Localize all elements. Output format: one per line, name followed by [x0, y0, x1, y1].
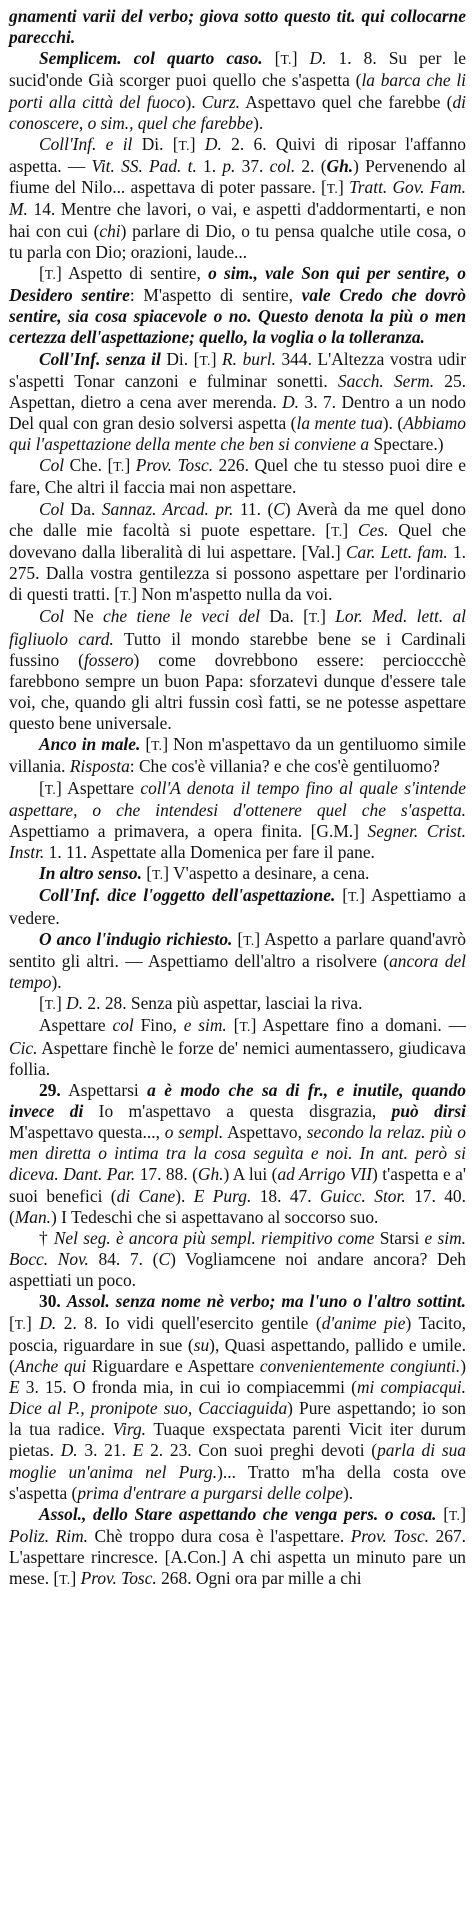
text-run: Aspettiamo a primavera, a opera finita. [G.M.]: [9, 820, 368, 841]
text-run: ]: [124, 455, 136, 476]
source-tag: T.: [44, 781, 57, 797]
text-run: Coll'Inf. senza il: [39, 348, 161, 369]
text-run: ) parlare di Dio, o tu pensa qualche utile cosa, o tu parla con Dio; orazioni, laude...: [9, 220, 466, 262]
text-run: 268. Ogni ora par mille a chi: [156, 1568, 362, 1589]
text-run: Anche qui: [14, 1355, 87, 1376]
text-run: ).: [343, 1482, 354, 1503]
text-run: ]: [338, 177, 350, 198]
text-run: ).: [175, 1185, 194, 1206]
text-run: gnamenti varii del verbo; giova sotto questo tit. qui collocarne parecchi.: [9, 6, 466, 48]
text-run: mi compiacqui. Dice al P., pronipote suo, Cacciaguida: [9, 1377, 466, 1419]
text-run: 2. (: [295, 156, 327, 177]
text-run: parla di sua moglie un'anima nel Purg.: [9, 1440, 467, 1482]
text-run: Cic.: [9, 1037, 38, 1058]
text-run: D.: [66, 993, 84, 1014]
text-run: ,: [78, 112, 88, 133]
text-run: Tutto il mondo starebbe bene se i Cardinali fussino (: [9, 628, 466, 670]
text-run: Da. [: [259, 606, 309, 627]
source-tag: T.: [44, 266, 57, 282]
text-run: Quel che dovevano dalla liberalità di lui aspettare. [Val.]: [9, 519, 466, 562]
text-run: E: [132, 1440, 144, 1461]
text-run: e sim.: [424, 1227, 467, 1248]
text-run: Tuaque exspectata parenti Vicit iter durum pietas.: [9, 1419, 466, 1461]
text-run: ]: [210, 348, 223, 369]
text-run: ] V'aspetto a desinare, a cena.: [163, 863, 370, 884]
text-run: 2. 6. Quivi di riposar l'affanno aspetta. —: [9, 133, 467, 177]
text-run: 3. 21.: [77, 1440, 133, 1461]
source-tag: T.: [59, 1572, 71, 1588]
entry-paragraph: [9, 993, 466, 1015]
text-run: Di. [: [132, 133, 179, 154]
text-run: ] Non m'aspetto nulla da voi.: [131, 584, 333, 605]
text-run: 11. (: [233, 498, 274, 519]
text-run: ).: [253, 112, 264, 133]
text-run: Sannaz. Arcad. pr.: [101, 498, 234, 519]
text-run: D.: [282, 391, 300, 412]
text-run: Virg.: [112, 1419, 146, 1440]
entry-paragraph: [9, 885, 466, 928]
text-run: 2. 28. Senza più aspettar, lasciai la riva.: [83, 993, 363, 1014]
entry-paragraph: [9, 778, 466, 864]
text-run: ] Non m'aspettavo da un gentiluomo simile villania.: [9, 734, 466, 777]
text-run: 1. 275. Dalla vostra gentilezza si possono aspettare per l'ordinario di questi tratti. [: [9, 541, 467, 605]
text-run: Col: [39, 606, 65, 627]
text-run: ]: [320, 606, 336, 627]
text-run: In altro senso.: [39, 863, 142, 884]
text-run: Di. [: [160, 348, 200, 369]
text-run: C: [158, 1249, 171, 1270]
text-run: 267. L'aspettare rincresce. [A.Con.] A chi aspetta un minuto pare un mese. [: [9, 1526, 466, 1589]
text-run: la barca che li porti alla città del fuoco: [9, 70, 466, 112]
text-run: ]: [189, 133, 205, 154]
text-run: ). (: [382, 412, 404, 433]
entry-paragraph: [9, 263, 466, 349]
text-run: Ne: [64, 606, 104, 627]
text-run: [: [226, 1015, 240, 1036]
text-run: Assol., dello Stare aspettando che venga pers. o cosa.: [39, 1503, 437, 1524]
text-run: Bocc. Nov.: [9, 1249, 89, 1270]
text-run: o sim., quel che farebbe: [87, 112, 254, 133]
text-run: ] Aspettiamo a vedere.: [9, 885, 466, 928]
text-run: ) Pure aspettando; io son la tua radice.: [9, 1398, 466, 1440]
text-run: ).: [185, 91, 202, 112]
source-tag: T.: [348, 889, 360, 905]
entry-paragraph: [9, 134, 466, 263]
text-run: Chè troppo dura cosa è l'aspettare.: [87, 1526, 351, 1547]
source-tag: T.: [239, 1019, 251, 1035]
text-run: 17. 88. (: [135, 1164, 198, 1185]
text-run: [: [39, 262, 45, 283]
text-run: Nel seg. è ancora più sempl. riempitivo come: [53, 1227, 375, 1248]
source-tag: T.: [449, 1507, 461, 1523]
text-run: [: [436, 1503, 449, 1524]
text-run: M'aspettavo questa...,: [9, 1122, 165, 1143]
text-run: 2. 23. Con suoi preghi devoti (: [143, 1440, 378, 1461]
text-run: 84. 7. (: [88, 1249, 159, 1270]
text-run: D.: [39, 1312, 57, 1333]
text-run: ] Aspetto a parlare quand'avrò sentito gli altri. — Aspettiamo dell'altro a risolvere (: [9, 928, 466, 971]
entry-paragraph: [9, 6, 466, 48]
text-run: [: [335, 885, 349, 906]
text-run: 37.: [235, 156, 270, 177]
text-run: ]: [460, 1503, 467, 1524]
text-run: Che. [: [64, 455, 114, 476]
text-run: Col: [39, 455, 65, 476]
text-run: ) Averà da me quel dono che dalle mie facoltà si puote espettare. [: [9, 498, 466, 540]
source-tag: T.: [243, 932, 255, 948]
source-tag: T.: [44, 997, 57, 1013]
text-run: Prov. Tosc.: [135, 455, 214, 476]
text-run: o sempl.: [164, 1122, 224, 1143]
text-run: 2. 8. Io vidi quell'esercito gentile (: [56, 1312, 322, 1333]
text-run: Lor. Med. lett. al figliuolo card.: [9, 606, 467, 649]
text-run: può dirsi: [391, 1100, 466, 1121]
text-run: chi: [99, 220, 121, 241]
source-tag: T.: [326, 181, 339, 197]
text-run: col: [112, 1015, 134, 1036]
text-run: Starsi: [374, 1227, 425, 1248]
text-run: Coll'Inf. e il: [39, 133, 133, 154]
text-run: convenientemente congiunti.: [259, 1355, 461, 1376]
text-run: Prov. Tosc.: [80, 1568, 157, 1589]
text-run: : M'aspetto di sentire,: [129, 285, 302, 306]
text-run: [: [140, 734, 152, 755]
text-run: Prov. Tosc.: [350, 1526, 430, 1547]
entry-paragraph: [9, 929, 466, 993]
text-run: Fino,: [133, 1015, 184, 1036]
text-run: Tratt. Gov. Fam. M.: [9, 177, 467, 220]
text-run: 29.: [39, 1079, 61, 1100]
text-run: 17. 40. (: [9, 1185, 466, 1227]
entry-paragraph: [9, 1228, 466, 1291]
text-run: Dant. Par.: [63, 1164, 136, 1185]
text-run: Gh.: [197, 1164, 224, 1185]
text-run: ]: [70, 1568, 81, 1589]
text-run: Semplicem. col quarto caso.: [39, 48, 263, 69]
text-run: Gh.: [326, 156, 354, 177]
text-run: secondo la relaz. più o men diretta o intima tra la cosa seguìta e noi. In ant. però si diceva.: [9, 1122, 466, 1185]
source-tag: T.: [280, 52, 292, 68]
text-run: : Che cos'è villania? e che cos'è gentiluomo?: [129, 756, 440, 777]
text-run: 3. 7. Dentro a un nodo Del qual con gran desio solversi aspetta (: [9, 391, 466, 433]
text-run: Col: [39, 498, 65, 519]
text-run: la mente tua: [296, 412, 383, 433]
text-run: [: [9, 1312, 15, 1333]
text-run: Aspettare: [39, 1015, 113, 1036]
text-run: 1.: [196, 156, 223, 177]
source-tag: T.: [199, 352, 211, 368]
text-run: ), Quasi aspettando, pallido e umile. (: [9, 1334, 466, 1376]
text-run: che tiene le veci del: [103, 606, 260, 627]
text-run: 1. 11. Aspettate alla Domenica per fare il pane.: [44, 842, 375, 863]
text-run: O anco l'indugio richiesto.: [39, 928, 233, 949]
text-run: coll'A denota il tempo fino al quale s'intende aspettare, o che intendesi d'ottenere quel che s'aspetta.: [9, 777, 466, 820]
text-run: di conoscere: [9, 91, 466, 133]
text-run: R. burl.: [222, 348, 276, 369]
text-run: ) Pervenendo al fiume del Nilo... aspettava di poter passare. [: [9, 156, 467, 198]
entry-paragraph: [9, 734, 466, 777]
source-tag: T.: [120, 588, 132, 604]
text-run: 30.: [39, 1291, 61, 1312]
text-run: Risposta: [69, 756, 130, 777]
text-run: ) Tacito, poscia, riguardare in sue (: [9, 1312, 466, 1355]
text-run: prima d'entrare a purgarsi delle colpe: [77, 1482, 344, 1503]
text-run: E: [9, 1377, 20, 1397]
text-run: Vit. SS. Pad. t.: [91, 156, 197, 177]
text-run: Coll'Inf. dice l'oggetto dell'aspettazione.: [39, 885, 336, 906]
text-run: Io m'aspettavo a questa disgrazia,: [83, 1100, 392, 1121]
source-tag: T.: [331, 523, 343, 539]
text-run: Aspettarsi: [60, 1079, 148, 1100]
text-run: ] Aspettare: [56, 777, 141, 798]
source-tag: T.: [152, 867, 164, 883]
source-tag: T.: [113, 459, 125, 475]
text-run: D.: [60, 1440, 78, 1461]
text-run: ): [460, 1355, 466, 1376]
text-run: [: [262, 48, 281, 69]
source-tag: T.: [178, 137, 190, 153]
text-run: D.: [309, 48, 327, 69]
text-run: E Purg.: [193, 1185, 252, 1206]
entry-paragraph: [9, 863, 466, 885]
text-run: vale Credo che dovrò sentire, sia cosa spiacevole o no. Questo denota la più o men certezza dell'aspettazione; quello, la voglia o la tolleranza.: [9, 285, 466, 348]
text-run: Aspettavo,: [223, 1122, 307, 1143]
text-run: d'anime pie: [321, 1312, 406, 1333]
text-run: 226. Quel che tu stesso puoi dire e fare, Che altri il faccia mai non aspettare.: [9, 455, 467, 498]
text-run: ) Vogliamcene noi andare ancora? Deh aspettiati un poco.: [9, 1249, 466, 1291]
text-run: ) t'aspetta e a' suoi benefici (: [9, 1164, 466, 1206]
text-run: p.: [222, 156, 236, 177]
text-run: ]: [26, 1312, 40, 1333]
text-run: ]: [342, 519, 358, 540]
entry-paragraph: [9, 1291, 466, 1504]
text-run: ).: [51, 972, 62, 993]
text-run: Assol. senza nome nè verbo; ma l'uno o l'altro sottint.: [66, 1291, 466, 1312]
text-run: ) I Tedeschi che si aspettavano al soccorso suo.: [51, 1206, 379, 1227]
text-run: col.: [269, 156, 296, 177]
text-run: ad Arrigo VII: [277, 1164, 373, 1185]
text-run: Aspettavo quel che farebbe (: [239, 91, 453, 112]
text-run: Riguardare e Aspettare: [86, 1355, 260, 1376]
entry-paragraph: [9, 499, 466, 607]
text-run: ]: [56, 993, 67, 1014]
text-run: Ces.: [358, 519, 389, 540]
text-run: ] Aspetto di sentire,: [56, 262, 209, 283]
text-run: Aspettare finchè le forze de' nemici aumentassero, giudicava follia.: [9, 1037, 466, 1079]
text-run: ancora del tempo: [9, 950, 466, 993]
text-run: o sim., vale Son qui per sentire, o Desidero sentire: [9, 262, 466, 306]
text-run: Abbiamo qui l'aspettazione della mente che ben si conviene a: [9, 412, 466, 455]
entry-paragraph: [9, 48, 466, 134]
text-run: Da.: [64, 498, 102, 519]
text-run: †: [39, 1227, 54, 1248]
entry-paragraph: [9, 1504, 466, 1591]
text-run: D.: [204, 133, 222, 154]
text-run: Segner. Crist. Instr.: [9, 820, 466, 863]
source-tag: T.: [151, 738, 163, 754]
text-run: Poliz. Rim.: [9, 1526, 88, 1547]
text-run: [: [39, 993, 45, 1014]
text-run: ) A lui (: [223, 1164, 278, 1185]
text-run: ) come dovrebbono essere: percioccchè farebbono sempre un buon Papa: sforzatevi dunque d'essere tale voi, che, quando gli altri fussin così fatti, se ne potesse aspettare questo bene universale.: [9, 649, 466, 734]
text-run: 18. 47.: [251, 1185, 320, 1206]
text-run: Sacch. Serm.: [337, 370, 435, 391]
entry-paragraph: [9, 1015, 466, 1079]
text-run: Spectare.): [369, 434, 444, 455]
text-run: ] Aspettare fino a domani. —: [250, 1015, 467, 1036]
entry-paragraph: [9, 606, 466, 734]
entry-paragraph: [9, 349, 466, 456]
text-run: Car. Lett. fam.: [345, 541, 448, 562]
source-tag: T.: [14, 1316, 27, 1332]
text-run: Curz.: [201, 91, 240, 112]
text-run: di Cane: [116, 1185, 176, 1206]
text-run: 25. Aspettan, dietro a cena aver merenda.: [9, 370, 466, 412]
text-run: su: [193, 1334, 210, 1355]
text-run: [: [232, 928, 244, 949]
text-run: e sim.: [183, 1015, 227, 1036]
text-run: 14. Mentre che lavori, o vai, e aspetti d'addormentarti, e non hai con cui (: [9, 199, 466, 241]
text-run: 3. 15. O fronda mia, in cui io compiacemmi (: [19, 1377, 357, 1397]
text-run: 344. L'Altezza vostra udir s'aspetti Tonar canzoni e fulminar sonetti.: [9, 348, 466, 391]
text-run: fossero: [83, 649, 134, 670]
entry-paragraph: [9, 1080, 466, 1228]
text-run: )... Tratto m'ha della costa ove s'aspetta (: [9, 1461, 466, 1503]
text-run: Man.: [14, 1206, 52, 1227]
source-tag: T.: [308, 610, 321, 626]
text-run: [: [141, 863, 153, 884]
text-run: C: [273, 498, 285, 519]
text-run: ]: [291, 48, 310, 69]
text-run: 1. 8. Su per le sucid'onde Già scorger puoi quello che s'aspetta (: [9, 48, 466, 91]
entry-paragraph: [9, 455, 466, 498]
text-run: a è modo che sa di fr., e inutile, quando invece di: [9, 1079, 466, 1121]
text-run: [: [39, 777, 45, 798]
text-run: Anco in male.: [39, 734, 141, 755]
text-run: Guicc. Stor.: [319, 1185, 406, 1206]
